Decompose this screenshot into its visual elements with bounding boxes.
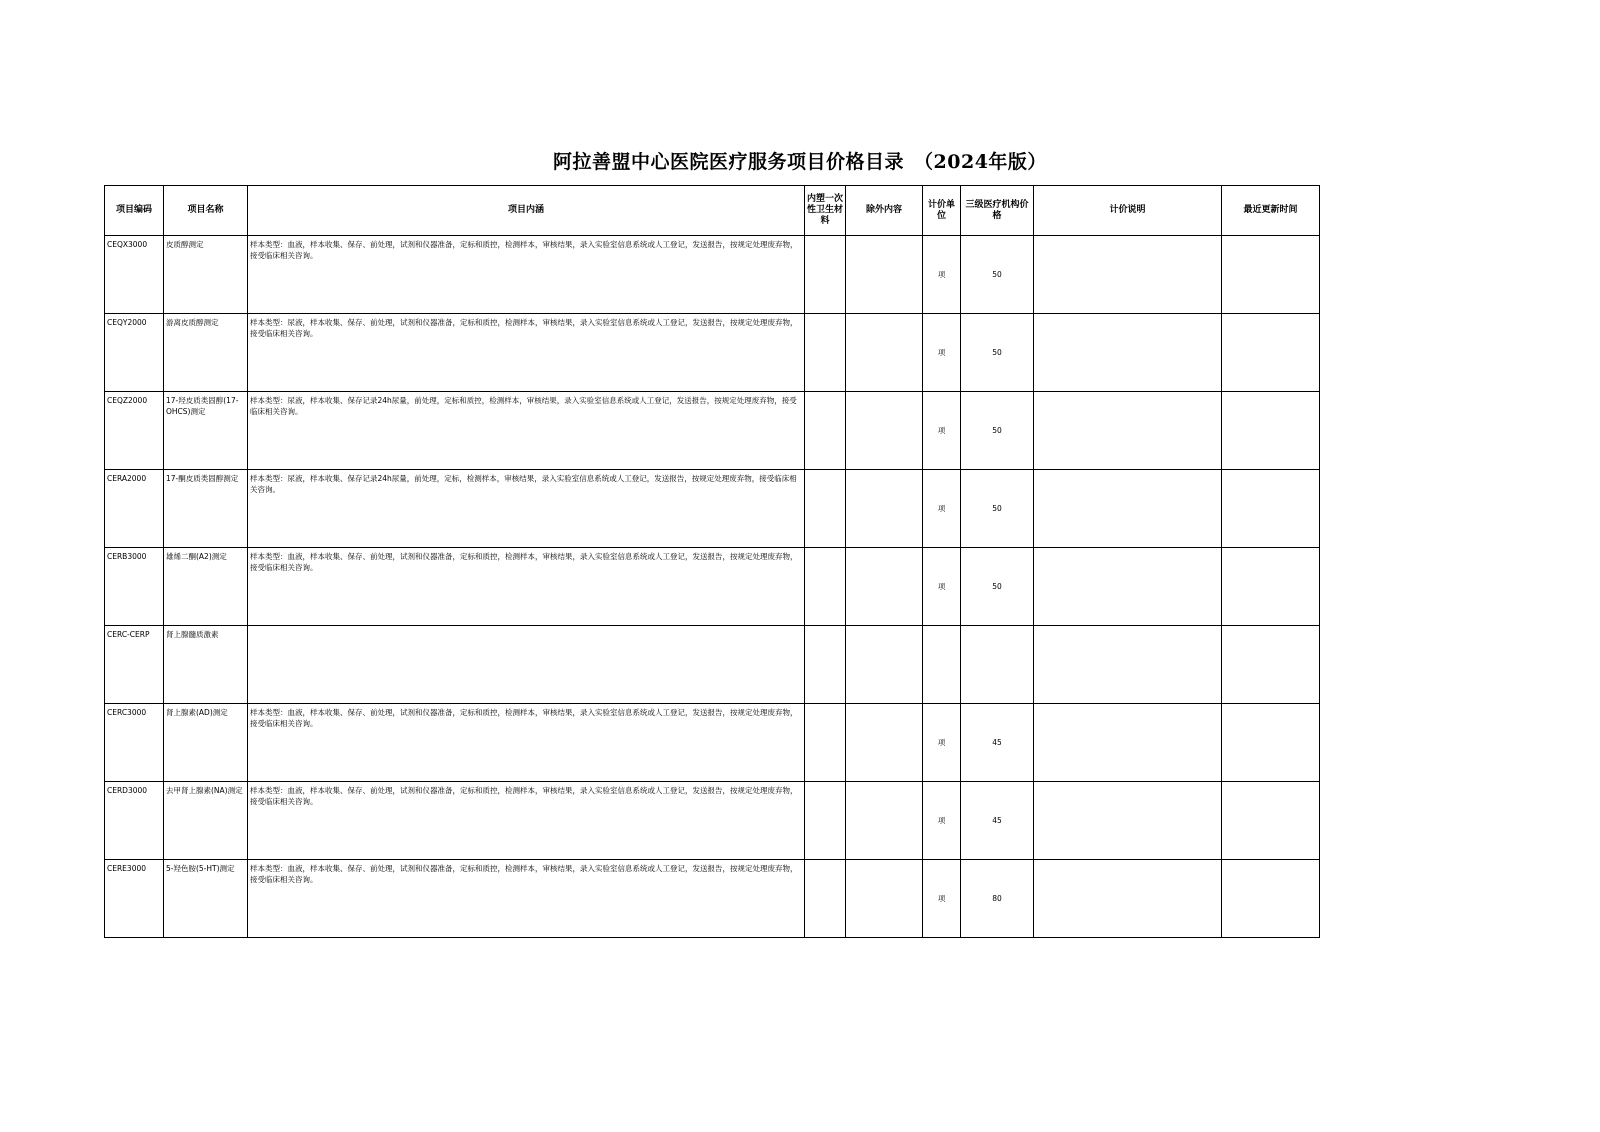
cell-price: 50 (961, 548, 1034, 626)
header-note: 计价说明 (1034, 186, 1222, 236)
cell-updated (1222, 470, 1320, 548)
cell-unit: 项 (923, 236, 961, 314)
cell-code: CEQZ2000 (105, 392, 164, 470)
cell-content: 样本类型：尿液，样本收集、保存记录24h尿量，前处理，定标，检测样本，审核结果，录入实验室信息系统或人工登记，发送报告，按规定处理废弃物，接受临床相关咨询。 (248, 470, 805, 548)
cell-code: CERD3000 (105, 782, 164, 860)
cell-price: 50 (961, 392, 1034, 470)
cell-name: 雄烯二酮(A2)测定 (164, 548, 248, 626)
cell-unit: 项 (923, 392, 961, 470)
table-row (105, 392, 1320, 470)
cell-excluded (846, 548, 923, 626)
cell-price: 50 (961, 236, 1034, 314)
cell-unit: 项 (923, 470, 961, 548)
cell-note (1034, 704, 1222, 782)
cell-note (1034, 314, 1222, 392)
cell-note (1034, 470, 1222, 548)
cell-material (805, 470, 846, 548)
cell-updated (1222, 392, 1320, 470)
cell-material (805, 782, 846, 860)
cell-excluded (846, 392, 923, 470)
cell-name: 皮质醇测定 (164, 236, 248, 314)
header-updated: 最近更新时间 (1222, 186, 1320, 236)
cell-content: 样本类型：血液，样本收集、保存、前处理，试剂和仪器准备，定标和质控，检测样本，审核结果，录入实验室信息系统或人工登记，发送报告，按规定处理废弃物，接受临床相关咨询。 (248, 704, 805, 782)
cell-code: CEQX3000 (105, 236, 164, 314)
header-material: 内塑一次性卫生材料 (805, 186, 846, 236)
cell-material (805, 704, 846, 782)
cell-name: 17-酮皮质类固醇测定 (164, 470, 248, 548)
cell-note (1034, 236, 1222, 314)
table-row (105, 704, 1320, 782)
cell-content: 样本类型：血液，样本收集、保存、前处理，试剂和仪器准备，定标和质控，检测样本，审核结果，录入实验室信息系统或人工登记，发送报告，按规定处理废弃物，接受临床相关咨询。 (248, 236, 805, 314)
header-unit: 计价单位 (923, 186, 961, 236)
cell-price: 45 (961, 782, 1034, 860)
table-row (105, 782, 1320, 860)
cell-name: 肾上腺素(AD)测定 (164, 704, 248, 782)
header-name: 项目名称 (164, 186, 248, 236)
table-row (105, 470, 1320, 548)
cell-material (805, 626, 846, 704)
cell-content: 样本类型：尿液，样本收集、保存、前处理，试剂和仪器准备，定标和质控，检测样本，审核结果，录入实验室信息系统或人工登记，发送报告，按规定处理废弃物，接受临床相关咨询。 (248, 314, 805, 392)
cell-note (1034, 860, 1222, 938)
cell-updated (1222, 548, 1320, 626)
cell-content: 样本类型：血液，样本收集、保存、前处理，试剂和仪器准备，定标和质控，检测样本，审核结果，录入实验室信息系统或人工登记，发送报告，按规定处理废弃物，接受临床相关咨询。 (248, 782, 805, 860)
cell-material (805, 314, 846, 392)
cell-note (1034, 782, 1222, 860)
cell-content: 样本类型：血液，样本收集、保存、前处理，试剂和仪器准备，定标和质控，检测样本，审核结果，录入实验室信息系统或人工登记，发送报告，按规定处理废弃物，接受临床相关咨询。 (248, 548, 805, 626)
cell-content: 样本类型：血液，样本收集、保存、前处理，试剂和仪器准备，定标和质控，检测样本，审核结果，录入实验室信息系统或人工登记，发送报告，按规定处理废弃物，接受临床相关咨询。 (248, 860, 805, 938)
cell-excluded (846, 704, 923, 782)
cell-name: 去甲肾上腺素(NA)测定 (164, 782, 248, 860)
cell-price: 45 (961, 704, 1034, 782)
cell-code: CERA2000 (105, 470, 164, 548)
cell-note (1034, 392, 1222, 470)
table-row (105, 626, 1320, 704)
cell-excluded (846, 236, 923, 314)
cell-note (1034, 626, 1222, 704)
cell-updated (1222, 704, 1320, 782)
cell-price (961, 626, 1034, 704)
table-row (105, 548, 1320, 626)
cell-material (805, 236, 846, 314)
cell-excluded (846, 626, 923, 704)
table-header-row (105, 186, 1320, 236)
cell-material (805, 548, 846, 626)
cell-note (1034, 548, 1222, 626)
cell-excluded (846, 860, 923, 938)
cell-price: 50 (961, 314, 1034, 392)
cell-unit: 项 (923, 782, 961, 860)
cell-updated (1222, 626, 1320, 704)
cell-unit (923, 626, 961, 704)
cell-code: CERE3000 (105, 860, 164, 938)
header-code: 项目编码 (105, 186, 164, 236)
cell-unit: 项 (923, 704, 961, 782)
header-content: 项目内涵 (248, 186, 805, 236)
cell-code: CERC3000 (105, 704, 164, 782)
table-row (105, 314, 1320, 392)
page-title: 阿拉善盟中心医院医疗服务项目价格目录 （2024年版） (553, 151, 1047, 173)
cell-unit: 项 (923, 314, 961, 392)
cell-excluded (846, 782, 923, 860)
cell-unit: 项 (923, 548, 961, 626)
cell-material (805, 860, 846, 938)
cell-code: CERB3000 (105, 548, 164, 626)
table-row (105, 860, 1320, 938)
cell-content: 样本类型：尿液，样本收集、保存记录24h尿量，前处理，定标和质控，检测样本，审核结果，录入实验室信息系统或人工登记，发送报告，按规定处理废弃物，接受临床相关咨询。 (248, 392, 805, 470)
header-excluded: 除外内容 (846, 186, 923, 236)
cell-content (248, 626, 805, 704)
cell-material (805, 392, 846, 470)
cell-code: CERC-CERP (105, 626, 164, 704)
cell-unit: 项 (923, 860, 961, 938)
cell-updated (1222, 860, 1320, 938)
cell-updated (1222, 782, 1320, 860)
cell-name: 肾上腺髓质激素 (164, 626, 248, 704)
cell-name: 游离皮质醇测定 (164, 314, 248, 392)
cell-name: 5-羟色胺(5-HT)测定 (164, 860, 248, 938)
cell-code: CEQY2000 (105, 314, 164, 392)
cell-price: 50 (961, 470, 1034, 548)
cell-excluded (846, 470, 923, 548)
table-row (105, 236, 1320, 314)
cell-price: 80 (961, 860, 1034, 938)
cell-updated (1222, 236, 1320, 314)
price-table (104, 185, 1320, 938)
cell-updated (1222, 314, 1320, 392)
cell-name: 17-羟皮质类固醇(17-OHCS)测定 (164, 392, 248, 470)
cell-excluded (846, 314, 923, 392)
header-price: 三级医疗机构价格 (961, 186, 1034, 236)
